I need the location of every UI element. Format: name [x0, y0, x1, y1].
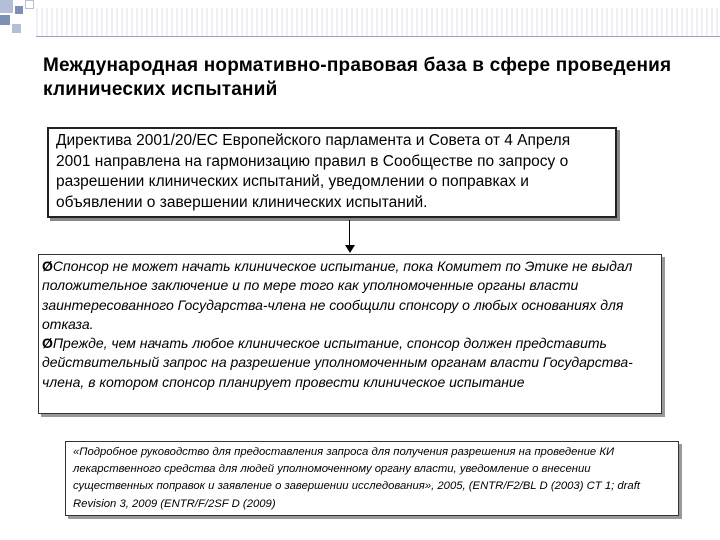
reference-text: «Подробное руководство для предоставления запроса для получения разрешения на проведение КИ лекарственного средства для людей уполномоченному органу власти, уведомление о внесении существенных поправок и заявление о завершении исследования», 2005, (ENTR/F2/BL D (2003) CT 1; draft Revision 3, 2009 (ENTR/F/2SF D (2009) [73, 446, 640, 510]
requirement-text: Спонсор не может начать клиническое испытание, пока Комитет по Этике не выдал положительное заключение и по мере того как уполномоченные органы власти заинтересованного Государства-члена не сообщили спонсору о любых основаниях для отказа. [42, 258, 633, 332]
decorative-square [15, 6, 23, 14]
decorative-square [25, 0, 34, 9]
header-stripe-bar [36, 8, 720, 36]
slide-title: Международная нормативно-правовая база в сфере проведения клинических испытаний [43, 55, 672, 100]
decorative-square [0, 15, 10, 25]
decorative-square [12, 24, 21, 33]
requirement-item [42, 334, 658, 392]
directive-text: Директива 2001/20/ЕС Европейского парламента и Совета от 4 Апреля 2001 направлена на гармонизацию правил в Сообществе по запросу о разрешении клинических испытаний, уведомлении о поправках и объявлении о завершении клинических испытаний. [56, 132, 571, 211]
connector-arrow-line [349, 220, 350, 246]
directive-box [47, 127, 617, 218]
requirements-box [38, 254, 662, 414]
header-divider [36, 36, 720, 37]
requirement-text: Прежде, чем начать любое клиническое испытание, спонсор должен представить действительный запрос на разрешение уполномоченным органам власти Государства-члена, в котором спонсор планирует провести клиническое испытание [42, 335, 633, 390]
arrow-bullet-icon: Ø [42, 258, 53, 274]
reference-box [65, 441, 679, 516]
arrow-down-icon [345, 245, 355, 253]
arrow-bullet-icon: Ø [42, 335, 53, 352]
decorative-square [0, 0, 13, 13]
requirement-item [42, 257, 658, 334]
